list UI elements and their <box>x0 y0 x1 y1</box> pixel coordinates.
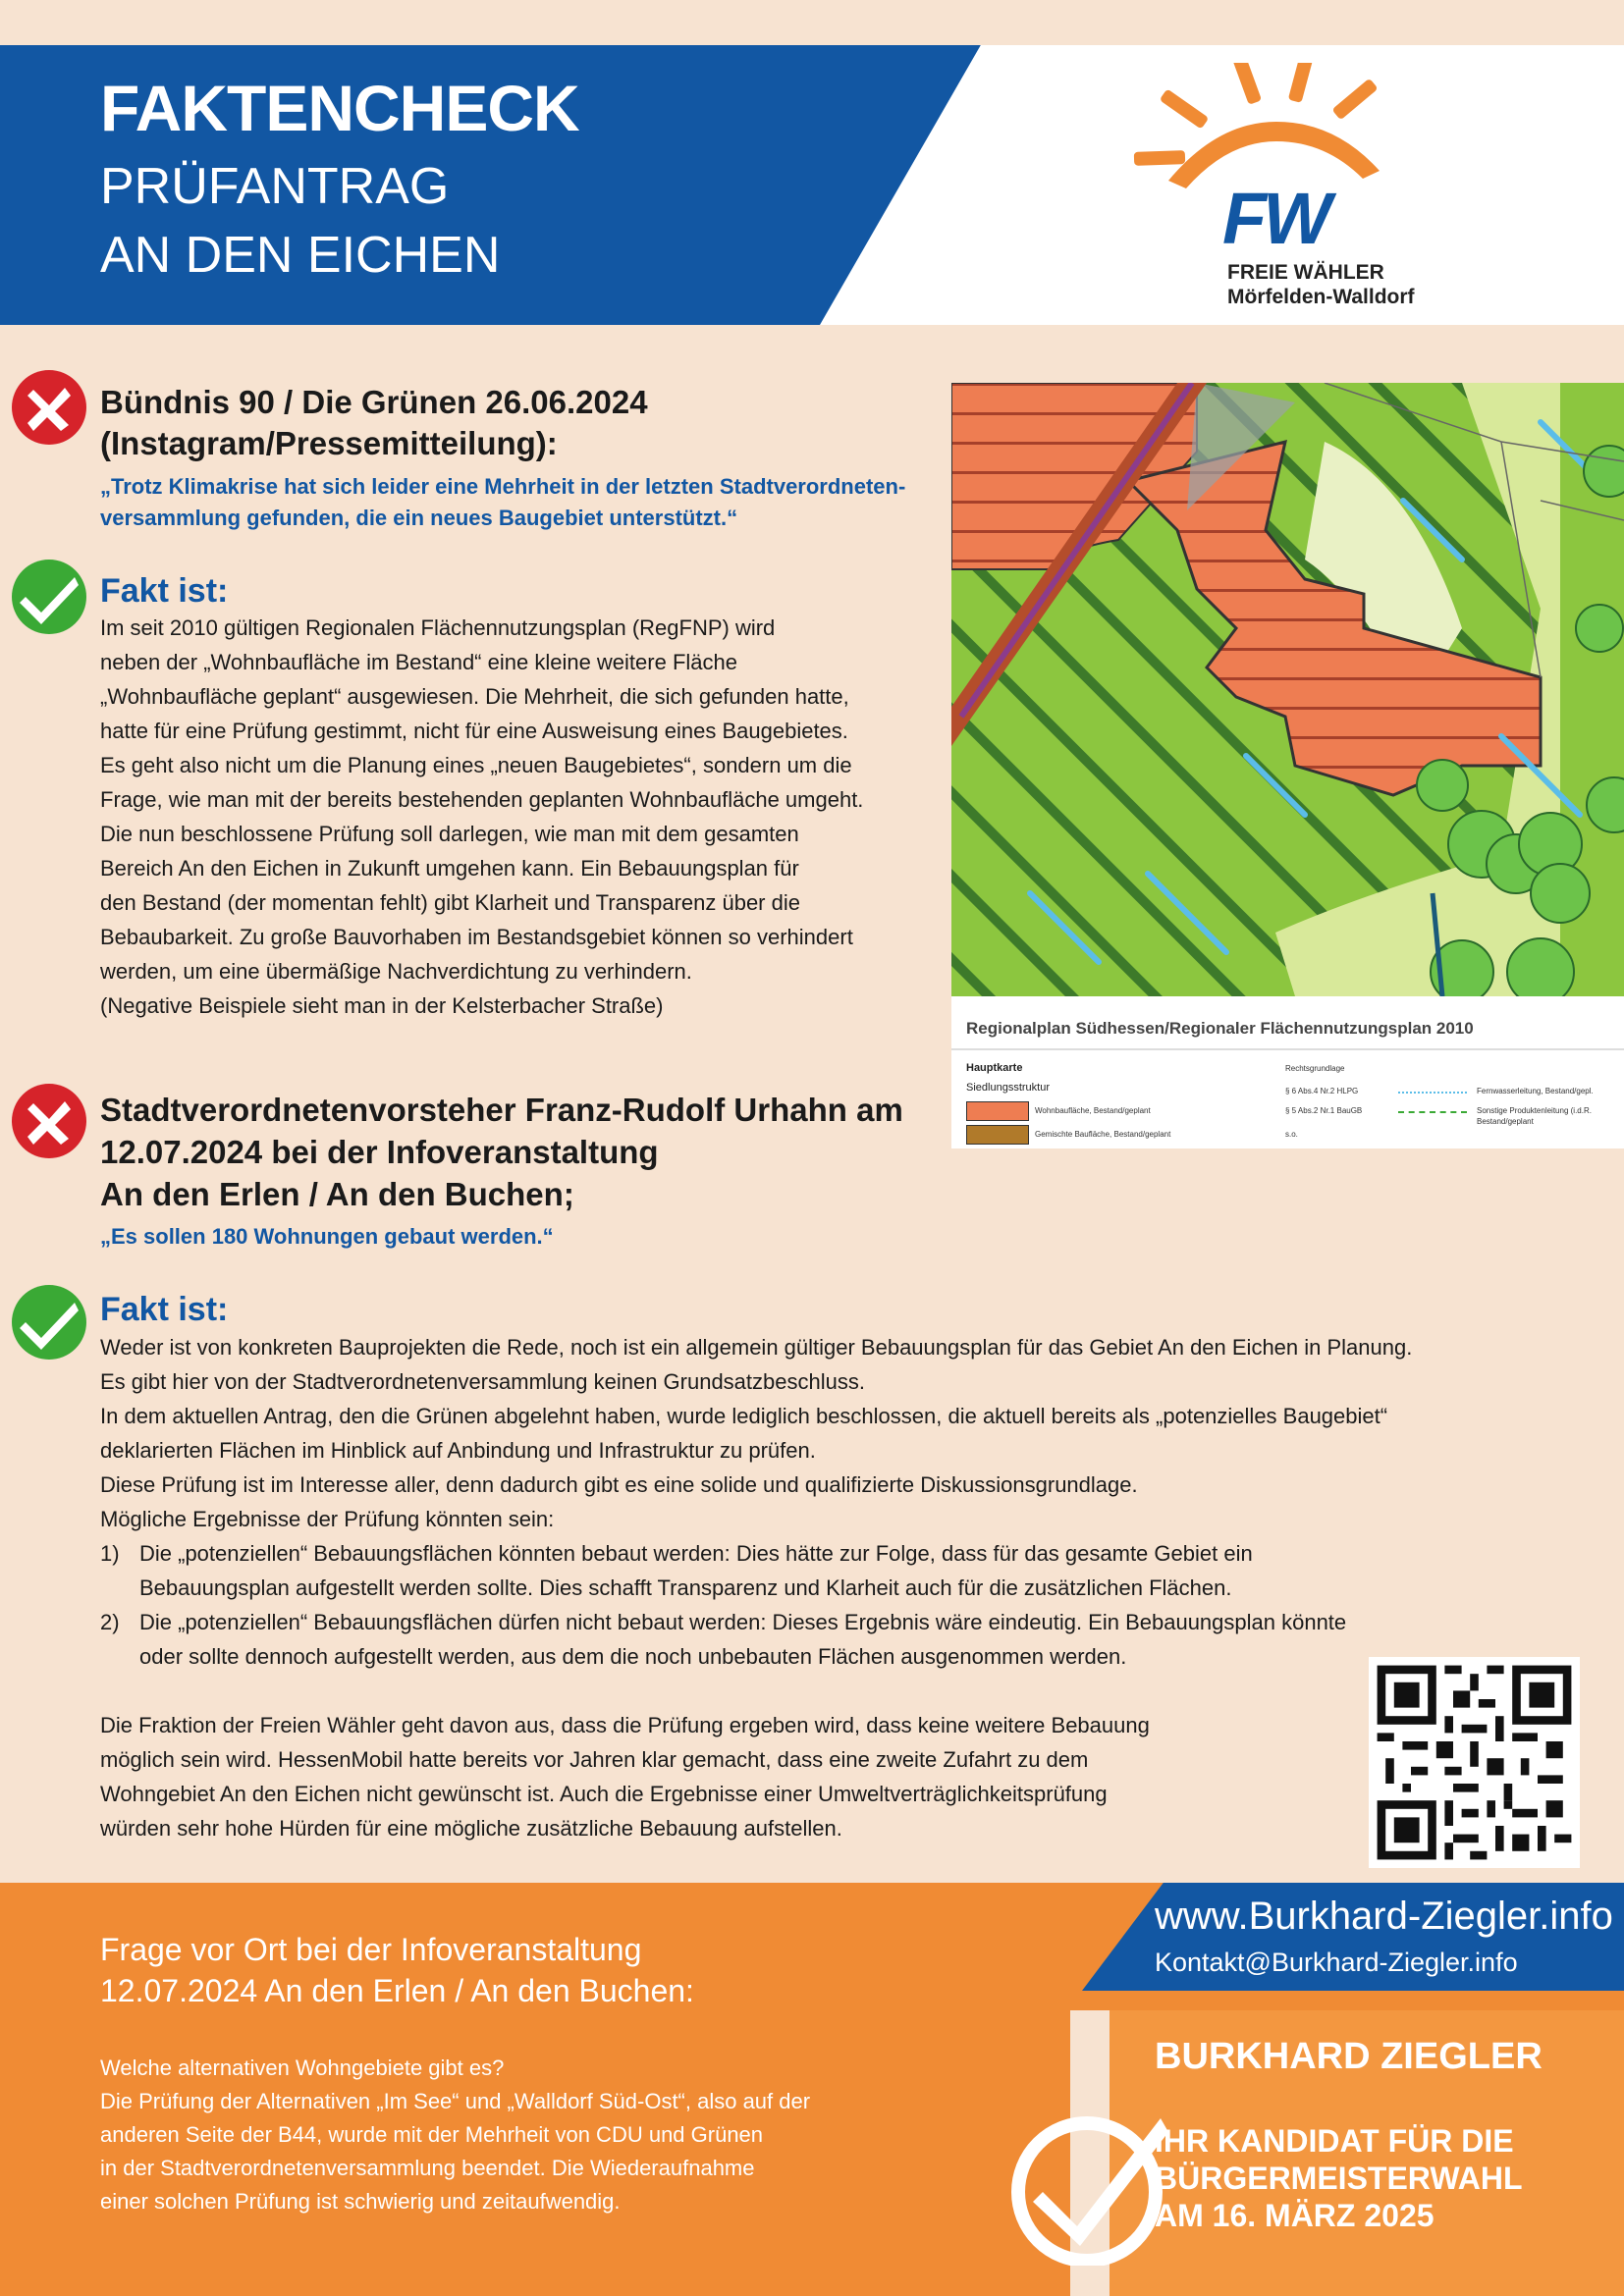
claim1-line1: Bündnis 90 / Die Grünen 26.06.2024 <box>100 384 648 420</box>
legend-rechtsgrundlage: Rechtsgrundlage <box>1285 1064 1345 1073</box>
legend-sonstige1: Sonstige Produktenleitung (i.d.R. <box>1477 1106 1592 1115</box>
fakt1-line: Es geht also nicht um die Planung eines „neuen Baugebietes“, sondern um die <box>100 753 852 777</box>
candidate-tagline <box>1155 2122 1523 2234</box>
claim2-line3: An den Erlen / An den Buchen; <box>100 1176 574 1212</box>
candidate-name: BURKHARD ZIEGLER <box>1155 2036 1543 2077</box>
page-subtitle-line2: AN DEN EICHEN <box>100 227 501 284</box>
question-body <box>100 2052 964 2218</box>
question-heading-line1: Frage vor Ort bei der Infoveranstaltung <box>100 1932 642 1967</box>
claim2-line2: 12.07.2024 bei der Infoveranstaltung <box>100 1134 659 1170</box>
website-link[interactable]: www.Burkhard-Ziegler.info <box>1155 1895 1613 1938</box>
fakt1-line: (Negative Beispiele sieht man in der Kelsterbacher Straße) <box>100 993 664 1018</box>
fakt1-line: Bebaubarkeit. Zu große Bauvorhaben im Bestandsgebiet können so verhindert <box>100 925 853 949</box>
list-item-line: Die „potenziellen“ Bebauungsflächen dürfen nicht bebaut werden: Dieses Ergebnis wäre eindeutig. Ein Bebauungsplan könnte <box>139 1610 1347 1634</box>
legend-divider <box>951 1048 1624 1050</box>
qr-code[interactable] <box>1369 1657 1580 1868</box>
legend-ref3: s.o. <box>1285 1130 1298 1139</box>
candidate-tagline-line2: BÜRGERMEISTERWAHL <box>1155 2161 1523 2196</box>
conclusion-line: würden sehr hohe Hürden für eine mögliche zusätzliche Bebauung aufstellen. <box>100 1816 842 1841</box>
list-number: 1) <box>100 1541 120 1566</box>
question-line: anderen Seite der B44, wurde mit der Mehrheit von CDU und Grünen <box>100 2122 764 2147</box>
page-title: FAKTENCHECK <box>100 72 579 144</box>
legend-wohn: Wohnbaufläche, Bestand/geplant <box>1035 1106 1151 1115</box>
legend-swatch-gemischt <box>966 1125 1029 1145</box>
fakt2-line: Weder ist von konkreten Bauprojekten die Rede, noch ist ein allgemein gültiger Bebauungsplan für das Gebiet An den Eichen in Planung. <box>100 1335 1413 1360</box>
list-item <box>100 1536 1455 1605</box>
fakt2-line: Diese Prüfung ist im Interesse aller, denn dadurch gibt es eine solide und qualifizierte Diskussionsgrundlage. <box>100 1472 1138 1497</box>
result-list <box>100 1536 1455 1674</box>
legend-swatch-wohn <box>966 1101 1029 1121</box>
fakt1-line: hatte für eine Prüfung gestimmt, nicht für eine Ausweisung eines Baugebietes. <box>100 719 848 743</box>
email-link[interactable]: Kontakt@Burkhard-Ziegler.info <box>1155 1948 1518 1977</box>
legend-fernwasser: Fernwasserleitung, Bestand/gepl. <box>1477 1087 1594 1095</box>
conclusion-line: möglich sein wird. HessenMobil hatte bereits vor Jahren klar gemacht, dass eine zweite Zufahrt zu dem <box>100 1747 1089 1772</box>
fakt2-line: In dem aktuellen Antrag, den die Grünen abgelehnt haben, wurde lediglich beschlossen, die aktuell bereits als „potenzielles Baugebiet“ <box>100 1404 1388 1428</box>
cross-icon <box>10 1082 88 1160</box>
claim1-quote-line1: „Trotz Klimakrise hat sich leider eine Mehrheit in der letzten Stadtverordneten- <box>100 474 906 499</box>
regional-plan-map <box>951 383 1624 996</box>
candidate-tagline-line1: IHR KANDIDAT FÜR DIE <box>1155 2123 1514 2159</box>
fakt1-line: „Wohnbaufläche geplant“ ausgewiesen. Die Mehrheit, die sich gefunden hatte, <box>100 684 849 709</box>
fakt1-line: Die nun beschlossene Prüfung soll darlegen, wie man mit dem gesamten <box>100 822 799 846</box>
list-item-line: Die „potenziellen“ Bebauungsflächen könnten bebaut werden: Dies hätte zur Folge, dass für das gesamte Gebiet ein <box>139 1541 1253 1566</box>
list-item <box>100 1605 1455 1674</box>
list-number: 2) <box>100 1610 120 1634</box>
claim1-line2: (Instagram/Pressemitteilung): <box>100 425 558 461</box>
claim1-quote-line2: versammlung gefunden, die ein neues Baugebiet unterstützt.“ <box>100 506 738 530</box>
question-line: einer solchen Prüfung ist schwierig und zeitaufwendig. <box>100 2189 621 2214</box>
legend-ref2: § 5 Abs.2 Nr.1 BauGB <box>1285 1106 1363 1115</box>
fakt2-body <box>100 1330 1612 1536</box>
check-icon <box>10 558 88 636</box>
map-title: Regionalplan Südhessen/Regionaler Flächennutzungsplan 2010 <box>966 1019 1474 1038</box>
legend-line-fernwasser <box>1398 1092 1467 1094</box>
fakt2-line: Es gibt hier von der Stadtverordnetenversammlung keinen Grundsatzbeschluss. <box>100 1369 865 1394</box>
page-subtitle-line1: PRÜFANTRAG <box>100 158 450 215</box>
legend-hauptkarte: Hauptkarte <box>966 1062 1023 1074</box>
check-icon <box>10 1283 88 1362</box>
question-heading-line2: 12.07.2024 An den Erlen / An den Buchen: <box>100 1973 694 2008</box>
logo-city: Mörfelden-Walldorf <box>1227 286 1415 308</box>
legend-ref1: § 6 Abs.4 Nr.2 HLPG <box>1285 1087 1359 1095</box>
fakt1-line: Frage, wie man mit der bereits bestehenden geplanten Wohnbaufläche umgeht. <box>100 787 864 812</box>
list-item-line: Bebauungsplan aufgestellt werden sollte. Dies schafft Transparenz und Klarheit auch für die zusätzlichen Flächen. <box>139 1575 1232 1600</box>
fakt2-heading: Fakt ist: <box>100 1291 229 1328</box>
fakt1-line: neben der „Wohnbaufläche im Bestand“ eine kleine weitere Fläche <box>100 650 737 674</box>
fakt1-line: werden, um eine übermäßige Nachverdichtung zu verhindern. <box>100 959 692 984</box>
fakt1-body <box>100 611 925 1023</box>
fakt2-line: deklarierten Flächen im Hinblick auf Anbindung und Infrastruktur zu prüfen. <box>100 1438 816 1463</box>
legend-gemischt: Gemischte Baufläche, Bestand/geplant <box>1035 1130 1171 1139</box>
check-icon <box>1003 2099 1170 2266</box>
logo-name: FREIE WÄHLER <box>1227 261 1384 284</box>
claim2-quote: „Es sollen 180 Wohnungen gebaut werden.“ <box>100 1224 554 1249</box>
qr-code-icon <box>1369 1657 1580 1868</box>
claim2-line1: Stadtverordnetenvorsteher Franz-Rudolf Urhahn am <box>100 1092 903 1128</box>
legend-siedlungsstruktur: Siedlungsstruktur <box>966 1082 1050 1094</box>
candidate-tagline-line3: AM 16. MÄRZ 2025 <box>1155 2198 1435 2233</box>
fakt1-line: Im seit 2010 gültigen Regionalen Flächennutzungsplan (RegFNP) wird <box>100 615 776 640</box>
fakt1-line: den Bestand (der momentan fehlt) gibt Klarheit und Transparenz über die <box>100 890 800 915</box>
conclusion-line: Wohngebiet An den Eichen nicht gewünscht ist. Auch die Ergebnisse einer Umweltverträglichkeitsprüfung <box>100 1782 1108 1806</box>
fakt1-line: Bereich An den Eichen in Zukunft umgehen kann. Ein Bebauungsplan für <box>100 856 799 881</box>
fakt2-line: Mögliche Ergebnisse der Prüfung könnten sein: <box>100 1507 555 1531</box>
legend-sonstige2: Bestand/geplant <box>1477 1117 1534 1126</box>
map-figure <box>951 383 1624 1148</box>
logo-abbr: FW <box>1222 178 1328 259</box>
fakt1-heading: Fakt ist: <box>100 572 229 610</box>
conclusion <box>100 1708 1327 1845</box>
legend-line-sonstige <box>1398 1111 1467 1113</box>
question-line: in der Stadtverordnetenversammlung beendet. Die Wiederaufnahme <box>100 2156 755 2180</box>
question-line: Die Prüfung der Alternativen „Im See“ und „Walldorf Süd-Ost“, also auf der <box>100 2089 811 2113</box>
question-line: Welche alternativen Wohngebiete gibt es? <box>100 2056 505 2080</box>
cross-icon <box>10 368 88 447</box>
list-item-line: oder sollte dennoch aufgestellt werden, aus dem die noch unbebauten Flächen ausgenommen werden. <box>139 1644 1127 1669</box>
conclusion-line: Die Fraktion der Freien Wähler geht davon aus, dass die Prüfung ergeben wird, dass keine weitere Bebauung <box>100 1713 1150 1737</box>
